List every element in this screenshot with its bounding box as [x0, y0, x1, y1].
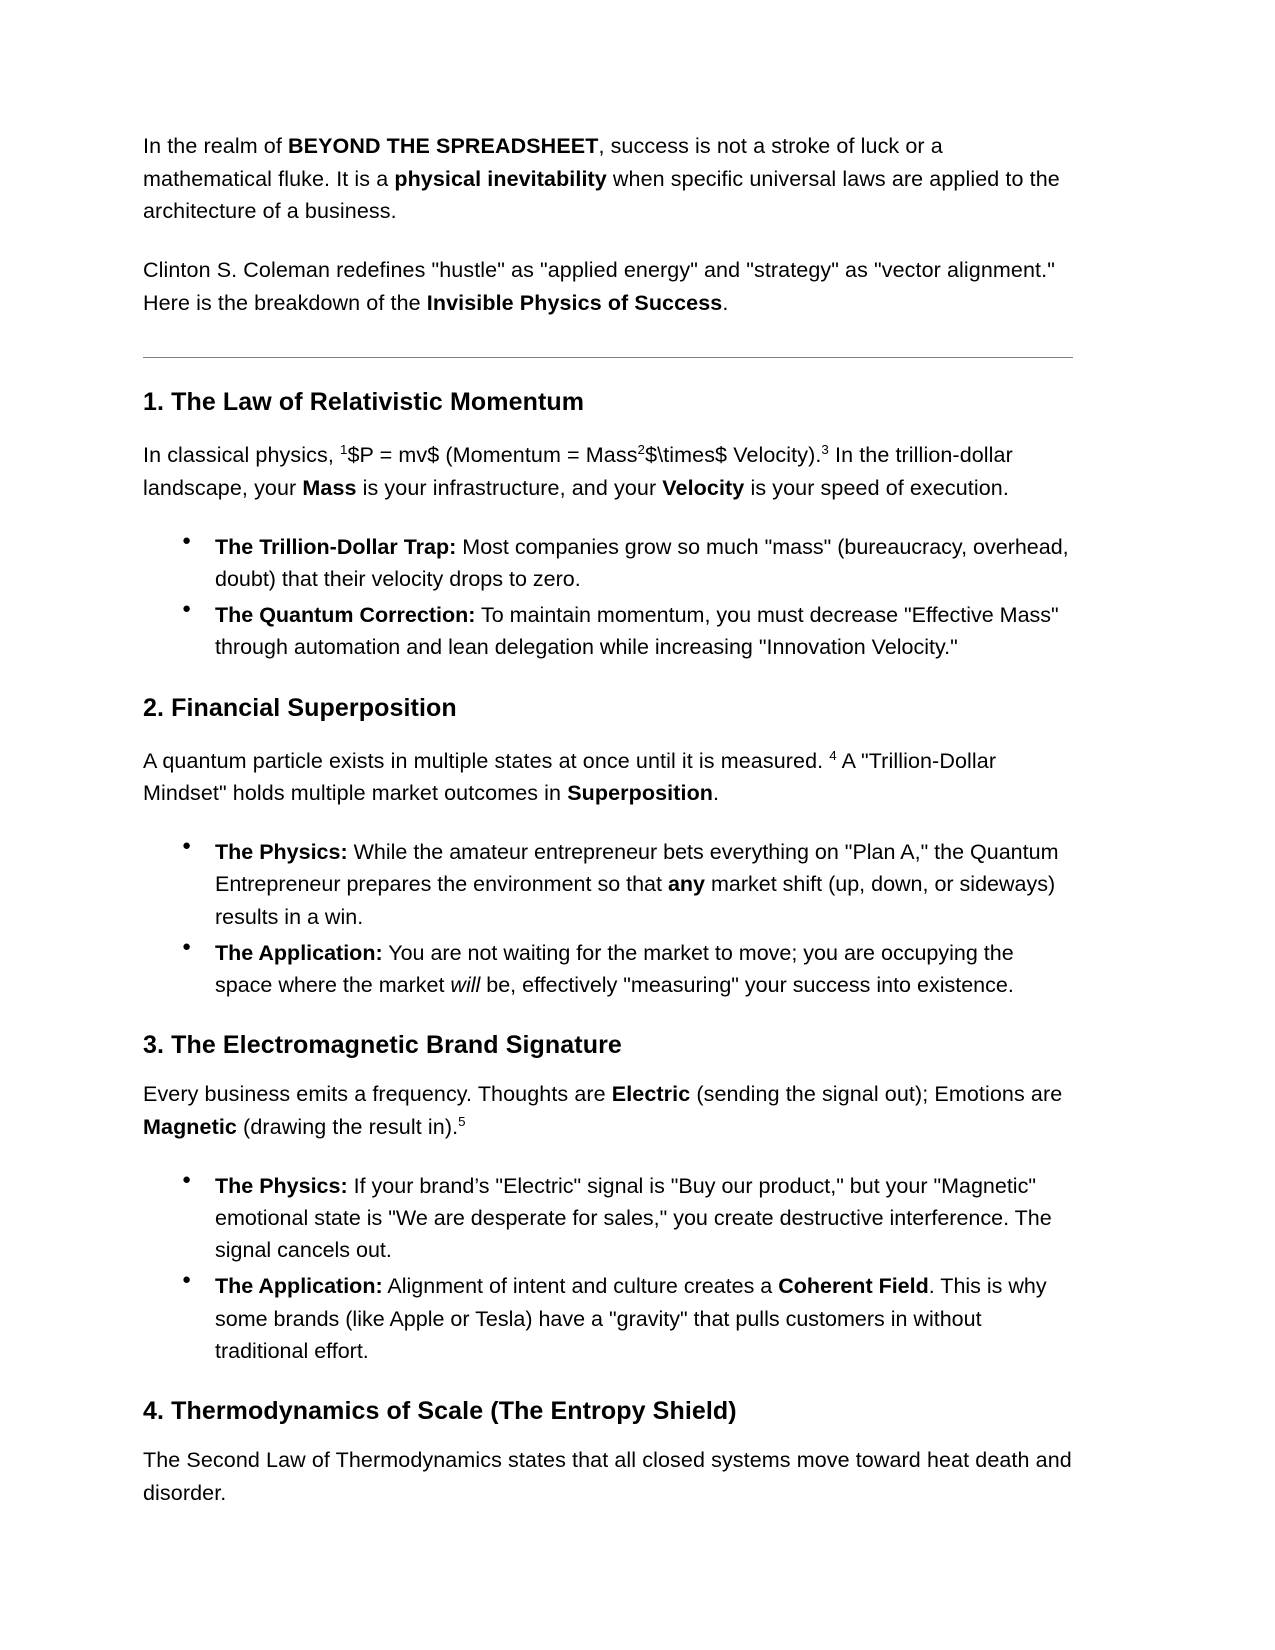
intro-p1-post: when specific universal laws are applied to the architecture of a business.	[143, 166, 1060, 224]
section-heading-1: 1. The Law of Relativistic Momentum	[143, 388, 585, 417]
s1-pre: In classical physics,	[143, 443, 334, 468]
footnote-ref-3: 3	[821, 442, 829, 458]
section-1-body	[143, 439, 1073, 504]
s2-pre: A quantum particle exists in multiple states at once until it is measured.	[143, 748, 824, 773]
footnote-ref-5: 5	[458, 1113, 466, 1129]
intro-p1-bold-physical-inevitability: physical inevitability	[394, 166, 607, 191]
bullet-label: The Trillion-Dollar Trap:	[215, 534, 457, 559]
s2-mid1: A "Trillion-Dollar Mindset" holds multiple market outcomes in	[143, 748, 997, 806]
bullet-label: The Quantum Correction:	[215, 603, 476, 628]
s3-mid1: (sending the signal out); Emotions are	[690, 1082, 1063, 1107]
bullet-text-pre: While the amateur entrepreneur bets everything on "Plan A," the Quantum Entrepreneur prepares the environment so that	[215, 840, 1059, 897]
bullet-label: The Application:	[215, 1274, 383, 1299]
section-divider	[143, 357, 1073, 358]
s1-post: is your speed of execution.	[744, 476, 1009, 501]
footnote-ref-4: 4	[829, 747, 837, 763]
list-item	[215, 531, 1073, 596]
footnote-ref-2: 2	[637, 442, 646, 458]
intro-p1-bold-beyond-the-spreadsheet: BEYOND THE SPREADSHEET	[288, 134, 599, 158]
bullet-emphasis-will: will	[450, 973, 481, 998]
s3-pre: Every business emits a frequency. Thoughts are	[143, 1082, 612, 1107]
s1-mid4: is your infrastructure, and your	[356, 476, 663, 501]
document-body	[143, 130, 1073, 1509]
section-4-body: The Second Law of Thermodynamics states that all closed systems move toward heat death and disorder.	[143, 1448, 1072, 1505]
intro-p1-mid: , success is not a stroke of luck or a mathematical fluke. It is a	[143, 134, 943, 191]
intro-p2-post: .	[722, 290, 729, 315]
bullet-text: To maintain momentum, you must decrease "Effective Mass" through automation and lean delegation while increasing "Innovation Velocity."	[215, 603, 1059, 660]
section-3-body	[143, 1078, 1073, 1143]
section-1-bullet-list	[143, 531, 1073, 664]
s3-bold-electric: Electric	[611, 1082, 691, 1107]
intro-paragraph-2	[143, 254, 1073, 319]
bullet-emphasis-any: any	[667, 872, 706, 897]
bullet-text-post: . This is why some brands (like Apple or Tesla) have a "gravity" that pulls customers in without traditional effort.	[215, 1274, 1047, 1363]
bullet-text-pre: Alignment of intent and culture creates a	[382, 1274, 779, 1299]
bullet-text-pre: You are not waiting for the market to move; you are occupying the space where the market	[215, 940, 1014, 998]
s1-bold-velocity: Velocity	[662, 476, 745, 501]
intro-p2-pre: Clinton S. Coleman redefines "hustle" as "applied energy" and "strategy" as "vector alignment." Here is the breakdown of the	[143, 258, 1055, 315]
bullet-label: The Physics:	[215, 1173, 348, 1198]
s1-mid1: $P = mv$ (Momentum = Mass	[347, 443, 638, 468]
footnote-ref-1: 1	[339, 442, 348, 458]
bullet-text: Most companies grow so much "mass" (bureaucracy, overhead, doubt) that their velocity drops to zero.	[215, 534, 1069, 591]
s3-bold-magnetic: Magnetic	[143, 1114, 237, 1139]
list-item	[215, 599, 1073, 664]
bullet-text: If your brand’s "Electric" signal is "Buy our product," but your "Magnetic" emotional state is "We are desperate for sales," you create destructive interference. The signal cancels out.	[215, 1173, 1052, 1263]
intro-p1-pre: In the realm of	[143, 134, 289, 158]
section-heading-2: 2. Financial Superposition	[143, 693, 457, 722]
list-item	[215, 937, 1073, 1002]
section-heading-3: 3. The Electromagnetic Brand Signature	[143, 1031, 622, 1060]
bullet-bold-coherent-field: Coherent Field	[778, 1274, 929, 1299]
section-3-bullet-list	[143, 1170, 1073, 1368]
s3-mid2: (drawing the result in).	[236, 1114, 459, 1139]
section-2-bullet-list	[143, 836, 1073, 1001]
s1-mid2: $\times$ Velocity).	[645, 443, 822, 468]
list-item	[215, 836, 1073, 933]
s1-mid3: In the trillion-dollar landscape, your	[143, 443, 1013, 501]
intro-paragraph-1	[143, 130, 1073, 228]
list-item	[215, 1170, 1073, 1267]
section-2-body	[143, 745, 1073, 810]
s1-bold-mass: Mass	[302, 476, 357, 501]
list-item	[215, 1270, 1073, 1367]
bullet-label: The Physics:	[215, 840, 348, 865]
s2-post: .	[713, 781, 720, 806]
bullet-label: The Application:	[215, 940, 383, 965]
intro-p2-bold-invisible-physics: Invisible Physics of Success	[426, 290, 723, 315]
section-heading-4: 4. Thermodynamics of Scale (The Entropy Shield)	[143, 1397, 737, 1426]
bullet-text-post: be, effectively "measuring" your success into existence.	[480, 973, 1014, 998]
s2-bold-superposition: Superposition	[567, 781, 714, 806]
bullet-text-post: market shift (up, down, or sideways) results in a win.	[215, 872, 1056, 929]
